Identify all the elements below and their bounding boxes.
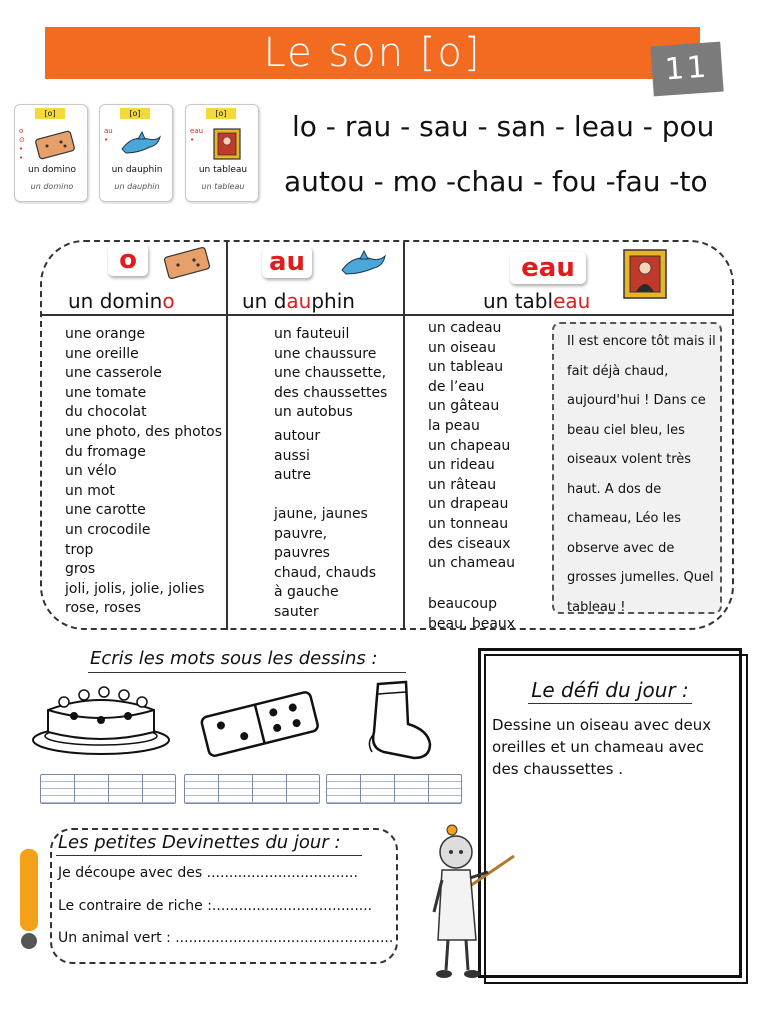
list-item: un tonneau	[428, 515, 509, 532]
answer-box-2[interactable]	[184, 774, 320, 804]
painting-icon	[620, 246, 670, 302]
card-side-marks: eau •	[190, 127, 204, 144]
cake-icon	[28, 680, 174, 760]
list-item: beau, beaux	[428, 615, 516, 632]
list-item: un vélo	[65, 463, 117, 480]
list-item: un fauteuil	[274, 326, 350, 342]
column-divider-1	[226, 242, 228, 630]
grapheme-badge-au: au	[262, 246, 312, 278]
grapheme-badge-o: o	[108, 244, 148, 276]
card-word-cursive: un dauphin	[114, 182, 160, 191]
list-item: autre	[274, 467, 312, 484]
list-item: rose, roses	[65, 600, 142, 617]
answer-box-1[interactable]	[40, 774, 176, 804]
list-item: du fromage	[65, 443, 146, 460]
dolphin-icon	[118, 127, 162, 161]
riddle-2: Le contraire de riche :....................................	[58, 898, 373, 914]
card-word-cursive: un tableau	[201, 182, 245, 191]
grapheme-badge-eau: eau	[510, 252, 586, 284]
list-item: un drapeau	[428, 496, 509, 513]
title-underline	[56, 855, 362, 856]
card-word: un dauphin	[111, 165, 163, 175]
sound-card-domino	[14, 104, 88, 202]
title-underline	[528, 703, 692, 704]
list-item: une tomate	[65, 384, 147, 401]
domino-icon	[33, 127, 77, 161]
list-item: un crocodile	[65, 521, 151, 538]
list-item: pauvres	[274, 545, 330, 562]
dolphin-icon	[338, 246, 388, 282]
list-item: un cadeau	[428, 320, 502, 336]
list-item: autour	[274, 428, 321, 444]
domino-icon	[196, 690, 324, 760]
card-tag: [o]	[120, 108, 150, 119]
list-item: un chameau	[428, 555, 516, 572]
word-list-au-adverbs	[274, 427, 320, 486]
word-list-au-nouns	[274, 325, 387, 423]
sound-card-tableau	[185, 104, 259, 202]
list-item: sauter	[274, 603, 319, 620]
list-item: une oreille	[65, 345, 139, 362]
card-side-marks: o ⊙ • •	[19, 127, 25, 162]
list-item: un oiseau	[428, 339, 497, 356]
syllables-line-2: autou - mo -chau - fou -fau -to	[284, 165, 708, 198]
list-item: jaune, jaunes	[274, 506, 368, 522]
word-list-au-others	[274, 505, 376, 623]
sock-icon	[360, 678, 440, 764]
write-exercise-title: Ecris les mots sous les dessins :	[90, 648, 378, 669]
card-word-cursive: un domino	[30, 182, 74, 191]
word-list-o	[65, 325, 222, 619]
list-item: un mot	[65, 482, 115, 499]
list-item: du chocolat	[65, 404, 147, 421]
list-item: un râteau	[428, 476, 497, 493]
list-item: de l’eau	[428, 378, 485, 395]
list-item: aussi	[274, 447, 310, 464]
column-heading-au: un dauphin	[242, 289, 355, 313]
teacher-character-icon	[426, 820, 522, 982]
brand-logo	[18, 845, 40, 955]
list-item: une casserole	[65, 365, 162, 382]
table-header-divider	[40, 314, 734, 316]
list-item: pauvre,	[274, 525, 328, 542]
challenge-title: Le défi du jour :	[531, 678, 689, 702]
list-item: la peau	[428, 417, 480, 434]
riddles-title: Les petites Devinettes du jour :	[58, 832, 341, 853]
list-item: gros	[65, 561, 96, 578]
riddle-1: Je découpe avec des ..................................	[58, 865, 358, 881]
list-item: beaucoup	[428, 596, 497, 612]
column-heading-o: un domino	[68, 289, 175, 313]
list-item: une chaussure	[274, 345, 377, 362]
title-underline	[88, 672, 406, 673]
syllables-line-1: lo - rau - sau - san - leau - pou	[292, 110, 715, 143]
challenge-text: Dessine un oiseau avec deux oreilles et un chameau avec des chaussettes .	[492, 716, 712, 778]
list-item: joli, jolis, jolie, jolies	[65, 580, 205, 597]
domino-icon	[162, 244, 214, 280]
list-item: trop	[65, 541, 94, 558]
sound-card-dauphin	[99, 104, 173, 202]
story-text: Il est encore tôt mais il fait déjà chaud, aujourd'hui ! Dans ce beau ciel bleu, les oiseaux volent très haut. A dos de chameau, Léo les observe avec de grosses jumelles. Quel tableau !	[567, 334, 716, 615]
word-list-eau-others	[428, 595, 515, 634]
card-word: un tableau	[198, 165, 248, 175]
list-item: chaud, chauds	[274, 564, 377, 581]
list-item: des ciseaux	[428, 535, 511, 552]
list-item: à gauche	[274, 584, 339, 601]
painting-icon	[204, 127, 248, 161]
answer-box-3[interactable]	[326, 774, 462, 804]
list-item: un tableau	[428, 359, 504, 376]
list-item: un rideau	[428, 457, 495, 474]
card-tag: [o]	[35, 108, 65, 119]
list-item: une orange	[65, 326, 146, 342]
card-word: un domino	[28, 165, 76, 175]
column-divider-2	[403, 242, 405, 630]
list-item: une photo, des photos	[65, 423, 223, 440]
page-title: Le son [o]	[263, 30, 482, 76]
list-item: une chaussette,	[274, 365, 387, 382]
list-item: un gâteau	[428, 398, 500, 415]
card-tag: [o]	[206, 108, 236, 119]
column-heading-eau: un tableau	[483, 289, 591, 313]
list-item: un chapeau	[428, 437, 511, 454]
word-list-eau-nouns	[428, 319, 515, 574]
list-item: un autobus	[274, 404, 353, 421]
riddle-3: Un animal vert : .................................................	[58, 930, 394, 946]
list-item: des chaussettes	[274, 384, 388, 401]
list-item: une carotte	[65, 502, 146, 519]
page-number-badge: 11	[650, 42, 723, 97]
card-side-marks: au •	[104, 127, 113, 144]
